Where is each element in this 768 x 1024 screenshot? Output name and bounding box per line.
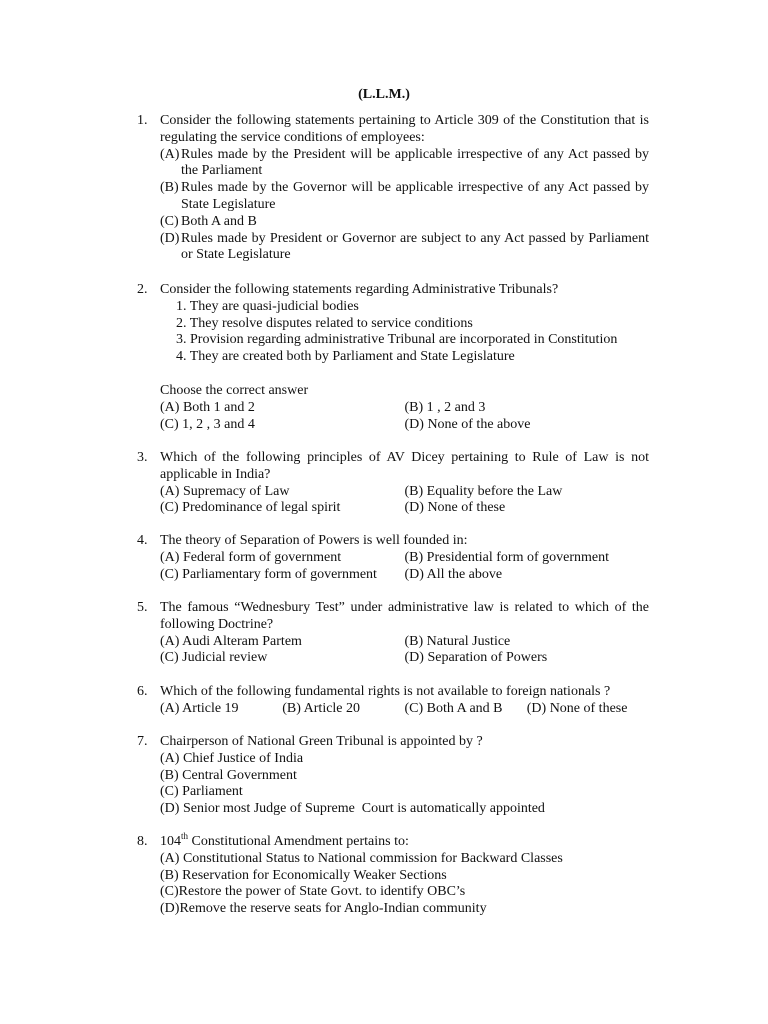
question-1 [137,113,649,264]
option-label: (A) [160,483,180,499]
option-label: (D) [160,230,180,246]
option-label: (B) [160,867,179,883]
question-stem: Which of the following fundamental rights is not available to foreign nationals ? [160,684,611,699]
option-b [160,868,649,885]
option-c [160,784,649,801]
question-7 [137,734,649,818]
option-text: Federal form of government [182,549,342,565]
option-a [160,701,282,718]
question-stem: Consider the following statements regarding Administrative Tribunals? [160,282,559,297]
question-5 [137,600,649,667]
option-c [160,567,405,584]
option-label: (C) [160,416,179,432]
option-c [160,884,649,901]
option-text: Remove the reserve seats for Anglo-Indian community [179,901,487,917]
option-b [160,768,649,785]
option-text: Constitutional Status to National commission for Backward Classes [182,850,563,866]
option-d [527,701,649,718]
option-label: (C) [404,700,424,716]
option-a [160,550,405,567]
option-label: (B) [404,633,424,649]
option-text: Audi Alteram Partem [182,633,302,649]
instruction-text: Choose the correct answer [160,382,309,398]
question-stem: The theory of Separation of Powers is well founded in: [160,533,468,548]
option-text: Predominance of legal spirit [182,500,341,516]
option-text: Rules made by President or Governor are subject to any Act passed by Parliament or State Legislature [181,230,649,263]
option-text: None of these [549,700,628,716]
option-label: (A) [160,750,180,766]
option-d [160,901,649,918]
statement-4: 4. They are created both by Parliament and State Legislature [176,349,515,365]
option-text: Supremacy of Law [182,483,290,499]
option-label: (B) [282,700,301,716]
question-stem: Chairperson of National Green Tribunal is appointed by ? [160,734,483,749]
option-text: Senior most Judge of Supreme Court is automatically appointed [182,801,545,817]
option-label: (C) [160,884,179,900]
option-text: Article 19 [182,700,239,716]
question-number: 4. [137,533,148,548]
option-label: (D) [404,416,424,432]
option-label: (D) [404,650,424,666]
statement-1: 1. They are quasi-judicial bodies [176,298,359,314]
question-6 [137,684,649,718]
option-label: (D) [404,500,424,516]
option-text: Parliament [182,784,243,800]
option-text: Central Government [182,767,297,783]
option-c [160,214,649,231]
option-label: (C) [160,784,179,800]
option-b [405,400,650,417]
option-label: (C) [160,566,179,582]
option-d [160,231,649,265]
option-text: Parliamentary form of government [182,566,377,582]
question-stem: Consider the following statements pertaining to Article 309 of the Constitution that is regulating the service conditions of employees: [160,113,649,145]
option-b [282,701,404,718]
option-b [405,550,650,567]
option-label: (B) [160,767,179,783]
statement-3: 3. Provision regarding administrative Tribunal are incorporated in Constitution [176,332,618,348]
option-text: Restore the power of State Govt. to identify OBC’s [178,884,466,900]
question-number: 7. [137,734,148,749]
option-d [405,417,650,434]
option-text: Judicial review [182,650,268,666]
option-label: (C) [160,500,179,516]
option-d [160,801,649,818]
question-number: 8. [137,834,148,849]
option-a [160,484,405,501]
option-text: Separation of Powers [427,650,548,666]
option-text: Both A and B [181,213,257,229]
option-c [160,650,405,667]
question-3 [137,450,649,517]
question-number: 3. [137,450,148,465]
option-text: Article 20 [303,700,361,716]
option-label: (D) [160,901,180,917]
option-label: (D) [526,700,547,716]
option-d [405,500,650,517]
option-label: (D) [404,566,424,582]
question-stem [160,831,649,851]
option-text: None of these [427,500,506,516]
option-text: Rules made by the President will be applicable irrespective of any Act passed by the Parliament [181,146,649,179]
option-text: Rules made by the Governor will be applicable irrespective of any Act passed by State Legislature [181,180,649,212]
option-label: (A) [160,549,180,565]
option-c [160,500,405,517]
option-b [405,484,650,501]
question-number: 6. [137,684,148,699]
option-a [160,634,405,651]
question-4 [137,533,649,583]
question-number: 5. [137,600,148,615]
ordinal-suffix: th [181,831,189,841]
page-title: (L.L.M.) [358,87,410,102]
option-a [160,751,649,768]
option-d [405,650,650,667]
question-stem: Which of the following principles of AV Dicey pertaining to Rule of Law is not applicable in India? [160,450,649,482]
option-text: All the above [426,566,503,582]
option-b [405,634,650,651]
option-label: (A) [160,633,180,649]
option-text: Equality before the Law [426,483,563,499]
option-text: Both A and B [426,700,503,716]
option-label: (B) [404,399,424,415]
option-d [405,567,650,584]
option-label: (C) [160,213,179,229]
question-stem: The famous “Wednesbury Test” under administrative law is related to which of the following Doctrine? [160,600,649,632]
option-label: (C) [160,650,179,666]
option-text: Chief Justice of India [182,750,304,766]
option-label: (A) [160,700,180,716]
option-label: (B) [160,180,179,196]
option-a [160,851,649,868]
option-text: 1, 2 , 3 and 4 [182,416,255,432]
option-label: (A) [160,850,180,866]
option-a [160,400,405,417]
option-a [160,147,649,181]
statement-2: 2. They resolve disputes related to service conditions [176,315,473,331]
option-text: Reservation for Economically Weaker Sections [182,867,447,883]
option-label: (D) [160,801,180,817]
option-label: (A) [160,146,180,162]
option-text: Presidential form of government [426,549,610,565]
option-c [160,417,405,434]
option-c [405,701,527,718]
stem-text: Constitutional Amendment pertains to: [188,834,409,849]
option-label: (B) [404,483,424,499]
option-label: (B) [404,549,424,565]
question-number: 1. [137,113,148,128]
option-text: Natural Justice [426,633,511,649]
option-text: 1 , 2 and 3 [426,399,486,415]
option-text: Both 1 and 2 [182,399,255,415]
question-number: 2. [137,282,148,297]
amendment-number: 104 [160,834,181,849]
question-2 [137,282,649,433]
option-label: (A) [160,399,180,415]
option-text: None of the above [427,416,531,432]
question-8 [137,831,649,918]
option-b [160,180,649,214]
